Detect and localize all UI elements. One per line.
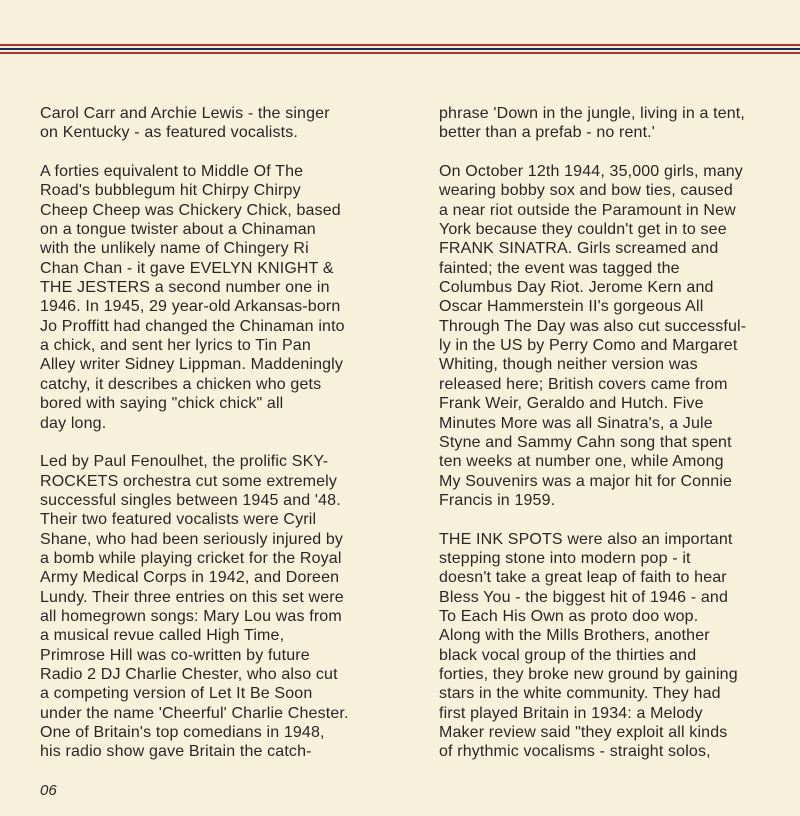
paragraph: Carol Carr and Archie Lewis - the singer on Kentucky - as featured vocalists. <box>40 105 330 142</box>
page-number: 06 <box>40 782 57 799</box>
right-text-column <box>439 104 794 762</box>
rule-line-red-bottom <box>0 52 800 54</box>
left-text-column <box>40 104 400 762</box>
rule-line-red-top <box>0 44 800 46</box>
paragraph: On October 12th 1944, 35,000 girls, many wearing bobby sox and bow ties, caused a near riot outside the Paramount in New York because they couldn't get in to see FRANK SINATRA. Girls screamed and fainted; the event was tagged the Columbus Day Riot. Jerome Kern and Oscar Hammerstein II's gorgeous All Through The Day was also cut successful- ly in the US by Perry Como and Margaret Whiting, though neither version was released here; British covers came from Frank Weir, Geraldo and Hutch. Five Minutes More was all Sinatra's, a Jule Styne and Sammy Cahn song that spent ten weeks at number one, while Among My Souvenirs was a major hit for Connie Francis in 1959. <box>439 163 747 509</box>
decorative-top-rule <box>0 44 800 56</box>
paragraph: A forties equivalent to Middle Of The Road's bubblegum hit Chirpy Chirpy Cheep Cheep was Chickery Chick, based on a tongue twister about a Chinaman with the unlikely name of Chingery Ri Chan Chan - it gave EVELYN KNIGHT & THE JESTERS a second number one in 1946. In 1945, 29 year-old Arkansas-born Jo Proffitt had changed the Chinaman into a chick, and sent her lyrics to Tin Pan Alley writer Sidney Lippman. Maddeningly catchy, it describes a chicken who gets bored with saying "chick chick" all day long. <box>40 163 345 432</box>
paragraph: phrase 'Down in the jungle, living in a tent, better than a prefab - no rent.' <box>439 105 745 142</box>
paragraph: Led by Paul Fenoulhet, the prolific SKY- ROCKETS orchestra cut some extremely successful singles between 1945 and '48. Their two featured vocalists were Cyril Shane, who had been seriously injured by a bomb while playing cricket for the Royal Army Medical Corps in 1942, and Doreen Lundy. Their three entries on this set were all homegrown songs: Mary Lou was from a musical revue called High Time, Primrose Hill was co-written by future Radio 2 DJ Charlie Chester, who also cut a competing version of Let It Be Soon under the name 'Cheerful' Charlie Chester. One of Britain's top comedians in 1948, his radio show gave Britain the catch- <box>40 453 349 761</box>
rule-line-navy <box>0 48 800 50</box>
paragraph: THE INK SPOTS were also an important stepping stone into modern pop - it doesn't take a great leap of faith to hear Bless You - the biggest hit of 1946 - and To Each His Own as proto doo wop. Along with the Mills Brothers, another black vocal group of the thirties and forties, they broke new ground by gaining stars in the white community. They had first played Britain in 1934: a Melody Maker review said "they exploit all kinds of rhythmic vocalisms - straight solos, <box>439 530 738 761</box>
